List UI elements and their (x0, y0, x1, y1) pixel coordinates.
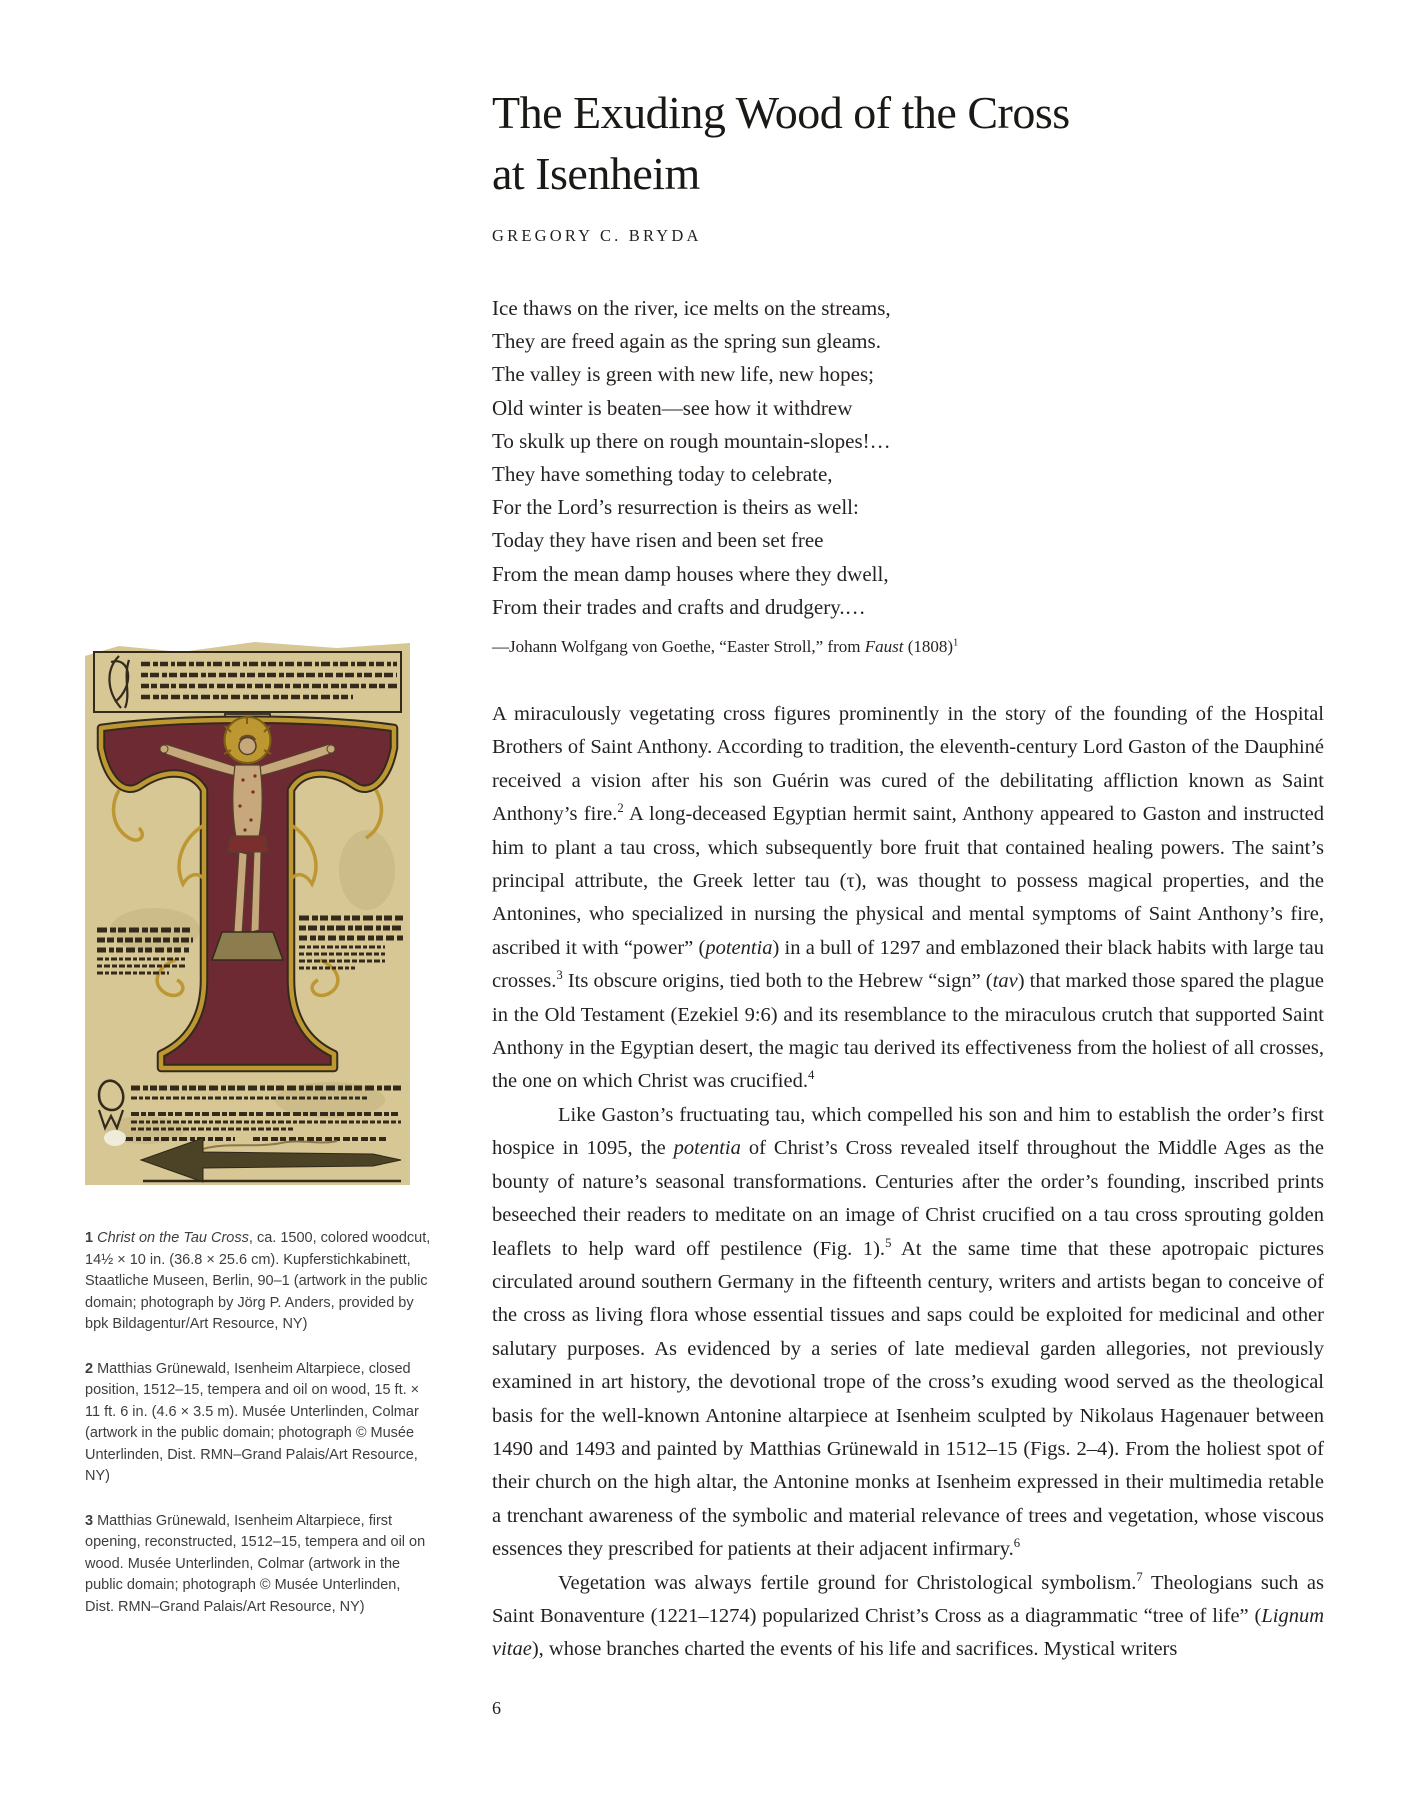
loincloth (228, 836, 268, 852)
body-paragraph: Vegetation was always fertile ground for Christological symbolism.$^7$ Theologians such as Saint Bonaventure (1221–1274) popularized Christ’s Cross as a diagrammatic “tree of life” (Lignum vitae), whose branches charted the events of his life and sacrifices. Mystical writers (492, 1569, 1325, 1661)
poem-line: Ice thaws on the river, ice melts on the streams, (492, 296, 891, 320)
poem-attribution: —Johann Wolfgang von Goethe, “Easter Stroll,” from Faust $(1808)^1$ (492, 637, 959, 657)
body-paragraph: A miraculously vegetating cross figures prominently in the story of the founding of the Hospital Brothers of Saint Anthony. According to tradition, the eleventh-century Lord Gaston of the Dauphiné received a vision after his son Guérin was cured of the debilitating affliction known as Saint Anthony’s fire.$^2$ A long-deceased Egyptian hermit saint, Anthony appeared to Gaston and instructed him to plant a tau cross, which subsequently bore fruit that contained healing powers. The saint’s principal attribute, the Greek letter tau (τ), was thought to possess magical properties, and the Antonines, who specialized in nursing the physical and mental symptoms of Saint Anthony’s fire, ascribed it with “power” (potentia) in a bull of 1297 and emblazoned their black habits with large tau crosses.$^3$ Its obscure origins, tied both to the Hebrew “sign” (tav) that marked those spared the plague in the Old Testament (Ezekiel 9:6) and its resemblance to the miraculous crutch that supported Saint Anthony in the Egyptian desert, the magic tau derived its effectiveness from the holiest of all crosses, the one on which Christ was crucified.$^4$ (492, 703, 1324, 1093)
poem-line: Old winter is beaten—see how it withdrew (492, 395, 853, 420)
title-line-1: The Exuding Wood of the Cross (492, 87, 1070, 138)
figure-captions (85, 1228, 433, 1641)
paper-damage (104, 1130, 126, 1146)
page-number: 6 (492, 1698, 501, 1718)
head (239, 738, 256, 755)
figure-caption-3: 3 Matthias Grünewald, Isenheim Altarpiece, first opening, reconstructed, 1512–15, tempera and oil on wood. Musée Unterlinden, Colmar (artwork in the public domain; photograph © Musée Unterlinden, Dist. RMN–Grand Palais/Art Resource, NY) (85, 1512, 426, 1615)
masthead (492, 82, 1324, 246)
article-body (492, 698, 1324, 1667)
poem-line: They are freed again as the spring sun gleams. (492, 329, 881, 354)
title-line-2: at Isenheim (492, 148, 700, 199)
article-title (492, 82, 1324, 204)
poem-line: From the mean damp houses where they dwell, (492, 561, 889, 586)
epigraph (492, 292, 1324, 657)
poem-line: For the Lord’s resurrection is theirs as well: (492, 495, 859, 520)
poem-lines (492, 292, 1324, 624)
poem-line: They have something today to celebrate, (492, 462, 833, 487)
poem-line: To skulk up there on rough mountain-slopes!… (492, 428, 891, 453)
figure-1-woodcut (85, 630, 410, 1185)
woodcut-image (85, 630, 410, 1185)
author-name: GREGORY C. BRYDA (492, 226, 702, 245)
poem-line: From their trades and crafts and drudgery.… (492, 594, 866, 619)
figure-caption-2: 2 Matthias Grünewald, Isenheim Altarpiece, closed position, 1512–15, tempera and oil on wood, 15 ft. × 11 ft. 6 in. (4.6 × 3.5 m). Musée Unterlinden, Colmar (artwork in the public domain; photograph © Musée Unterlinden, Dist. RMN–Grand Palais/Art Resource, NY) (85, 1360, 420, 1484)
pedestal (212, 932, 283, 960)
figure-caption-1: 1 Christ on the Tau Cross, ca. 1500, colored woodcut, 14½ × 10 in. (36.8 × 25.6 cm). Kupferstichkabinett, Staatliche Museen, Berlin, 90–1 (artwork in the public domain; photograph by Jörg P. Anders, provided by bpk Bildagentur/Art Resource, NY) (85, 1230, 431, 1332)
poem-line: Today they have risen and been set free (492, 528, 824, 553)
body-paragraph: Like Gaston’s fructuating tau, which compelled his son and him to establish the order’s first hospice in 1095, the potentia of Christ’s Cross revealed itself throughout the Middle Ages as the bounty of nature’s seasonal transformations. Centuries after the order’s founding, inscribed prints beseeched their readers to meditate on an image of Christ crucified on a tau cross sprouting golden leaflets to help ward off pestilence (Fig. 1).$^5$ At the same time that these apotropaic pictures circulated around southern Germany in the fifteenth century, writers and artists began to conceive of the cross as living flora whose essential tissues and saps could be exploited for medicinal and other salutary purposes. As evidenced by a series of late medieval garden allegories, not previously examined in art history, the devotional trope of the cross’s exuding wood served as the theological basis for the well-known Antonine altarpiece at Isenheim sculpted by Nikolaus Hagenauer between 1490 and 1493 and painted by Matthias Grünewald in 1512–15 (Figs. 2–4). From the holiest spot of their church on the high altar, the Antonine monks at Isenheim expressed in their multimedia retable a trenchant awareness of the symbolic and material relevance of trees and vegetation, whose viscous essences they prescribed for patients at their adjacent infirmary.$^6$ (492, 1103, 1324, 1561)
poem-line: The valley is green with new life, new hopes; (492, 362, 874, 387)
